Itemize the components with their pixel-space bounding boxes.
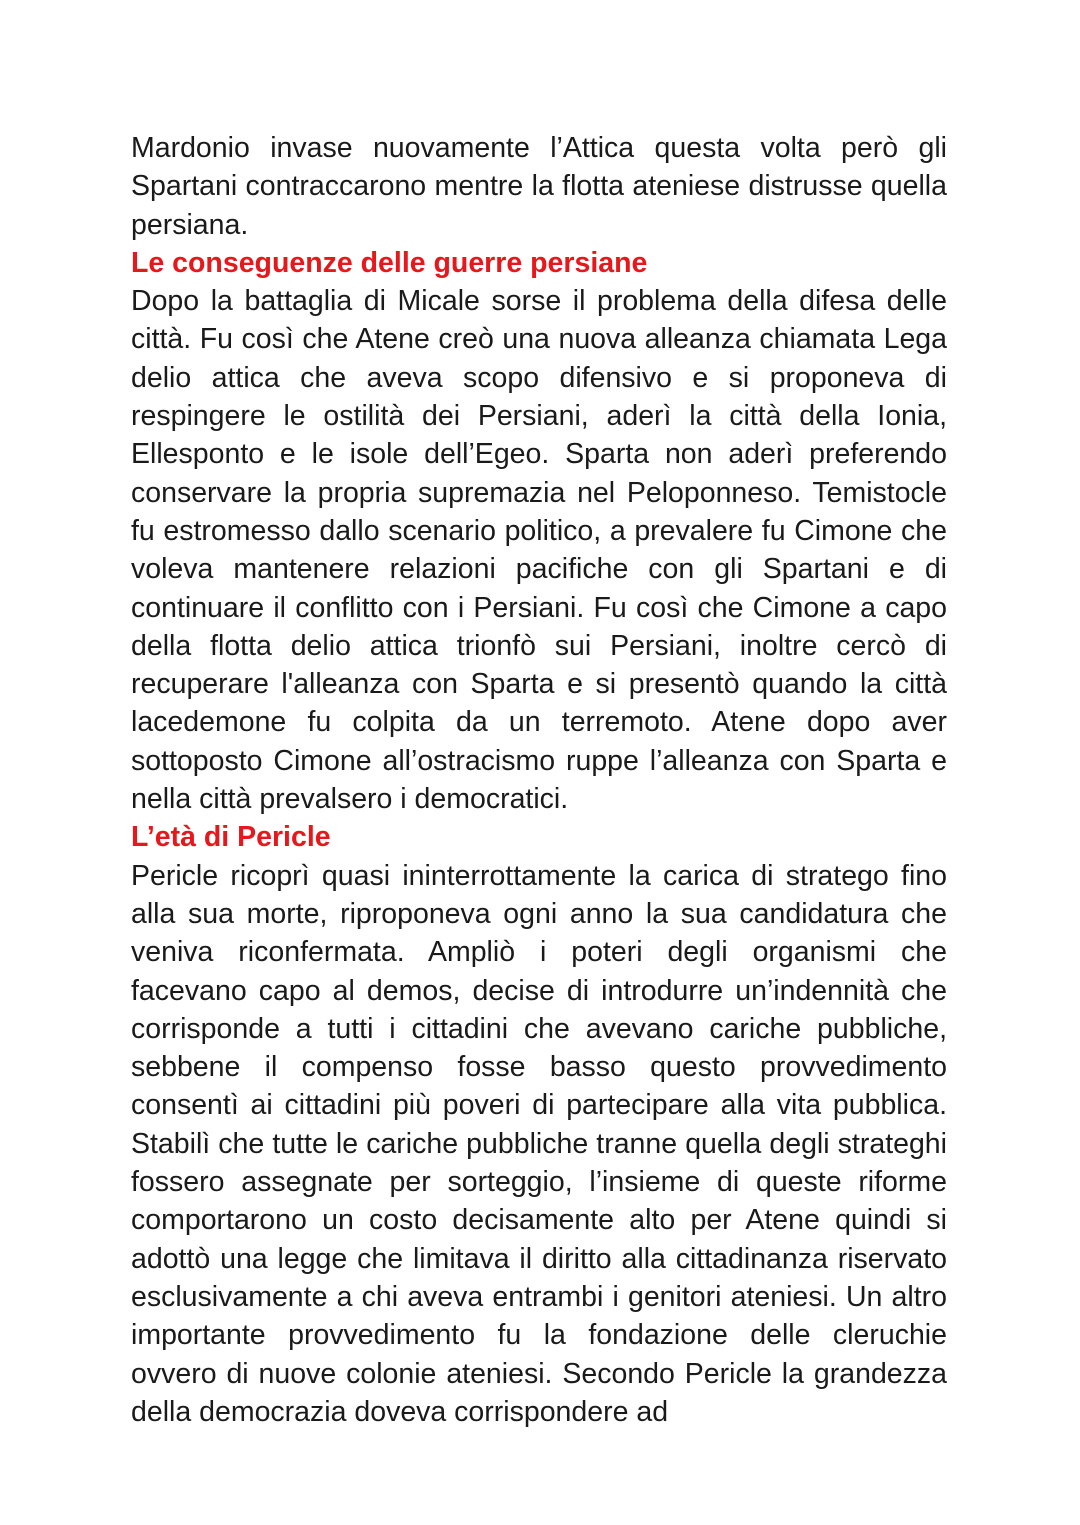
section-heading-pericles: L’età di Pericle: [131, 821, 331, 854]
section-paragraph-consequences: Dopo la battaglia di Micale sorse il problema della difesa delle città. Fu così che Atene creò una nuova alleanza chiamata Lega delio attica che aveva scopo difensivo e si proponeva di respingere le ostilità dei Persiani, aderì la città della Ionia, Ellesponto e le isole dell’Egeo. Sparta non aderì preferendo conservare la propria supremazia nel Peloponneso. Temistocle fu estromesso dallo scenario politico, a prevalere fu Cimone che voleva mantenere relazioni pacifiche con gli Spartani e di continuare il conflitto con i Persiani. Fu così che Cimone a capo della flotta delio attica trionfò sui Persiani, inoltre cercò di recuperare l'alleanza con Sparta e si presentò quando la città lacedemone fu colpita da un terremoto. Atene dopo aver sottoposto Cimone all’ostracismo ruppe l’alleanza con Sparta e nella città prevalsero i democratici.: [131, 285, 947, 816]
section-heading-consequences: Le conseguenze delle guerre persiane: [131, 246, 648, 279]
intro-paragraph: Mardonio invase nuovamente l’Attica questa volta però gli Spartani contraccarono mentre la flotta ateniese distrusse quella persiana.: [131, 132, 947, 241]
section-paragraph-pericles: Pericle ricoprì quasi ininterrottamente la carica di stratego fino alla sua morte, riproponeva ogni anno la sua candidatura che veniva riconfermata. Ampliò i poteri degli organismi che facevano capo al demos, decise di introdurre un’indennità che corrisponde a tutti i cittadini che avevano cariche pubbliche, sebbene il compenso fosse basso questo provvedimento consentì ai cittadini più poveri di partecipare alla vita pubblica. Stabilì che tutte le cariche pubbliche tranne quella degli strateghi fossero assegnate per sorteggio, l’insieme di queste riforme comportarono un costo decisamente alto per Atene quindi si adottò una legge che limitava il diritto alla cittadinanza riservato esclusivamente a chi aveva entrambi i genitori ateniesi. Un altro importante provvedimento fu la fondazione delle cleruchie ovvero di nuove colonie ateniesi. Secondo Pericle la grandezza della democrazia doveva corrispondere ad: [131, 859, 947, 1428]
document-page: [131, 129, 947, 1431]
